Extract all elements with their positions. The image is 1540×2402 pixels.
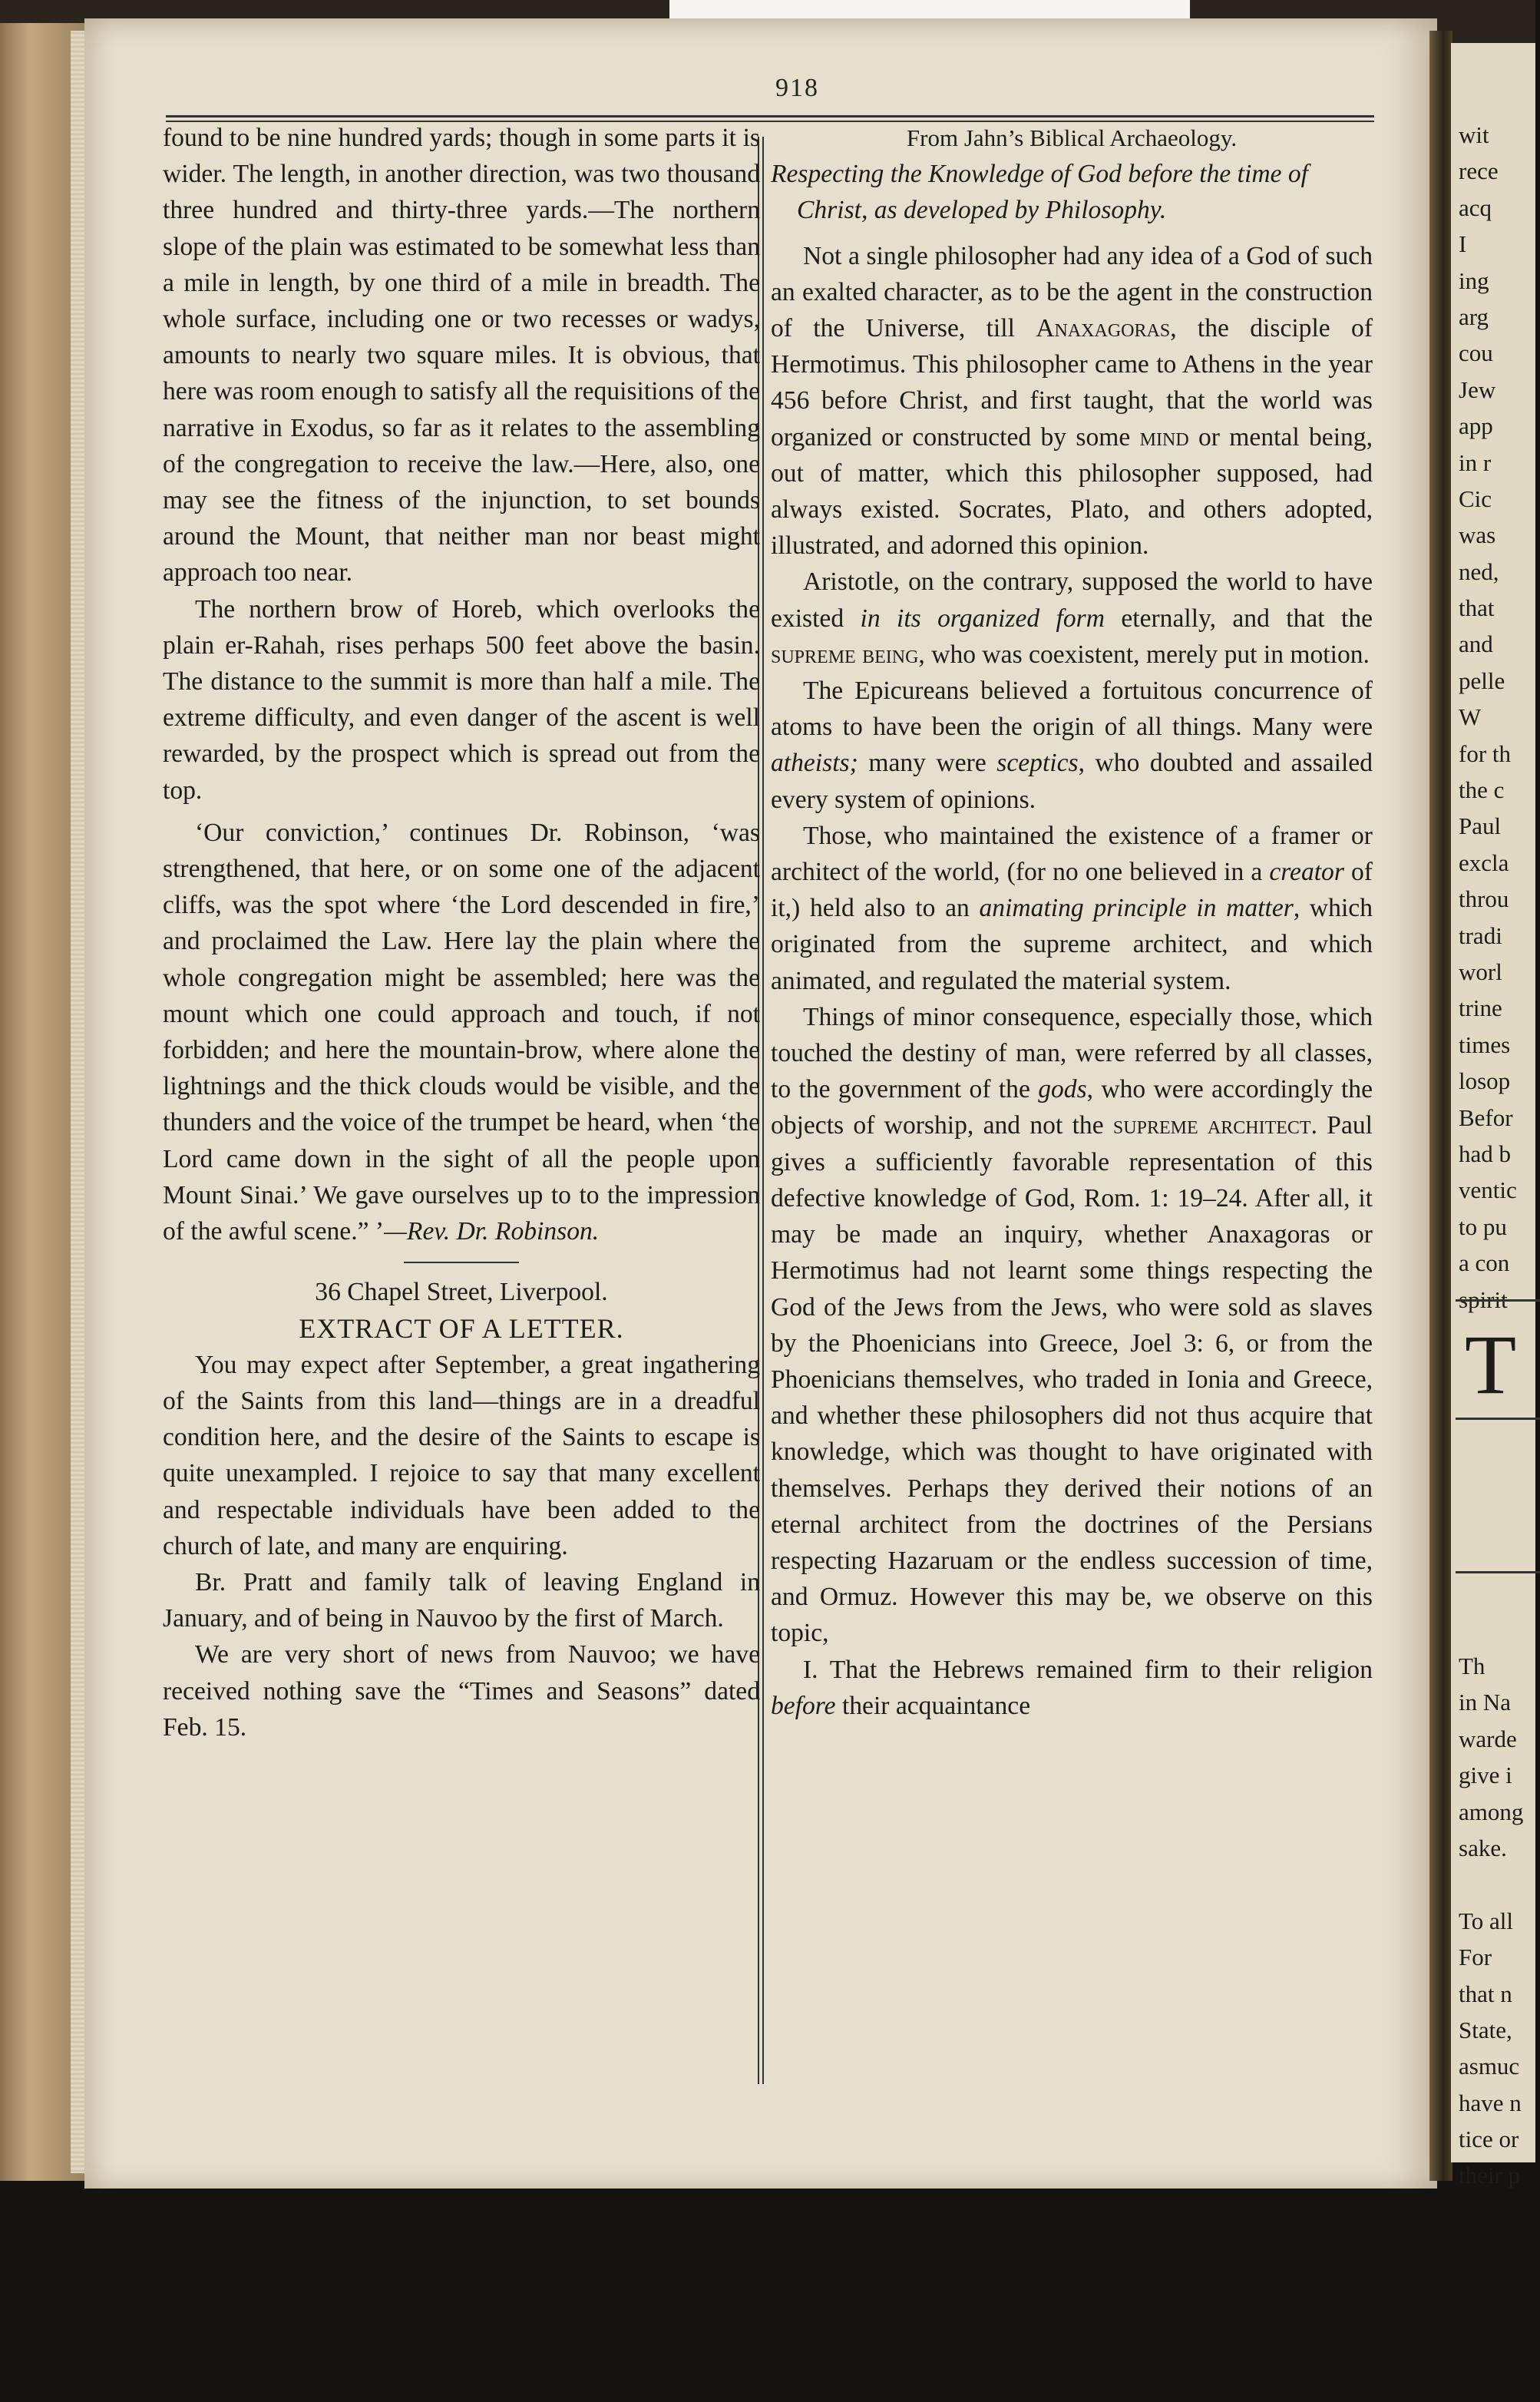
text-run: , who was coexistent, merely put in motion. (918, 640, 1370, 669)
article-paragraph (771, 818, 1373, 999)
next-page-line: Jew (1459, 376, 1496, 403)
next-page-line: their p (1459, 2162, 1521, 2189)
next-page-line: and (1459, 630, 1493, 658)
italic-run: gods (1038, 1075, 1087, 1104)
paragraph: The northern brow of Horeb, which overlooks the plain er-Rahah, rises perhaps 500 feet above the basin. The distance to the summit is more than half a mile. The extreme difficulty, and even danger of the ascent is well rewarded, by the prospect which is spread out from the top. (163, 594, 760, 805)
next-page-line: for th (1459, 739, 1512, 767)
next-page-line: a con (1459, 1249, 1510, 1277)
next-page-line: pelle (1459, 667, 1505, 694)
small-caps-run: mind (1139, 422, 1189, 452)
next-page-rule-2 (1456, 1418, 1540, 1420)
next-page-line: in Na (1459, 1689, 1512, 1716)
article-title: Respecting the Knowledge of God before the time of Christ, as developed by Philosophy. (771, 160, 1309, 225)
italic-run: sceptics (996, 749, 1079, 778)
right-column (771, 120, 1373, 1724)
text-run: eternally, and that the (1104, 604, 1373, 633)
next-page-line: ventic (1459, 1176, 1517, 1204)
next-page-line: in r (1459, 448, 1492, 476)
next-page-line: W (1459, 703, 1482, 731)
next-page-line: excla (1459, 849, 1509, 876)
next-page-line: tradi (1459, 921, 1502, 949)
small-caps-run: supreme being (771, 640, 919, 669)
next-page-line: trine (1459, 994, 1502, 1022)
attribution: —Rev. Dr. Robinson. (384, 1217, 600, 1246)
quote-text: ‘Our conviction,’ continues Dr. Robinson, ‘was strengthened, that here, or on some one of the adjacent cliffs, was the spot where ‘the Lord descended in fire,’ and proclaimed the Law. Here lay the plain where the whole congregation might be assembled; here was the mount which one could approach and touch, if not forbidden; and here the mountain-brow, where alone the lightnings and the thick clouds would be visible, and the thunders and the voice of the trumpet be heard, when ‘the Lord came down in the sight of all the people upon Mount Sinai.’ We gave ourselves up to to the impression of the awful scene.” ’ (163, 818, 760, 1246)
italic-run: in its organized form (860, 604, 1105, 633)
next-page-line: to pu (1459, 1213, 1507, 1240)
next-page-lines-bottom (1459, 1648, 1523, 2267)
next-page-line: among (1459, 1798, 1524, 1825)
article-paragraph (771, 238, 1373, 564)
letter-paragraph: Br. Pratt and family talk of leaving England in January, and of being in Nauvoo by the first of March. (163, 1567, 760, 1633)
next-page-line: I (1459, 230, 1467, 258)
next-page-line: warde (1459, 1725, 1517, 1752)
next-page-line: spirit (1459, 1285, 1508, 1313)
next-page-line: arg (1459, 303, 1489, 330)
italic-run: atheists; (771, 749, 858, 778)
text-run: many were (858, 749, 997, 778)
letter-paragraph: We are very short of news from Nauvoo; we have received nothing save the “Times and Seasons” dated Feb. 15. (163, 1640, 760, 1742)
article-source: From Jahn’s Biblical Archaeology. (906, 124, 1238, 151)
text-run: . Paul gives a sufficiently favorable representation of this defective knowledge of God, Rom. 1: 19–24. After all, it may be made an inquiry, whether Anaxagoras or Hermotimus had not learnt some things respecting the God of the Jews from the Jews, who were sold as slaves by the Phoenicians into Greece, Joel 3: 6, or from the Phoenicians themselves, who traded in Ionia and Greece, and whether these philosophers did not thus acquire that knowledge, which was thought to have originated with themselves. Perhaps they derived their notions of an eternal architect from the doctrines of the Persians respecting Hazaruam or the endless succession of time, and Ormuz. However this may be, we observe on this topic, (771, 1111, 1373, 1648)
text-run: Those, who maintained the existence of a framer or architect of the world, (for no one believed in a (771, 821, 1373, 887)
next-page-line: times (1459, 1031, 1511, 1058)
text-run: The Epicureans believed a fortuitous concurrence of atoms to have been the origin of all things. Many were (771, 677, 1373, 742)
next-page-line: was (1459, 521, 1496, 549)
next-page-line: ing (1459, 266, 1489, 294)
small-caps-run: supreme architect (1112, 1111, 1311, 1140)
next-page-line: Th (1459, 1653, 1485, 1679)
next-page-line: the c (1459, 776, 1505, 804)
paragraph: found to be nine hundred yards; though in some parts it is wider. The length, in another direction, was two thousand three hundred and thirty-three yards.—The northern slope of the plain was estimated to be somewhat less than a mile in length, by one third of a mile in breadth. The whole surface, including one or two recesses or wadys, amounts to nearly two square miles. It is obvious, that here was room enough to satisfy all the requisitions of the narrative in Exodus, so far as it relates to the assembling of the congregation to receive the law.—Here, also, one may see the fitness of the injunction, to set bounds around the Mount, that neither man nor beast might approach too near. (163, 124, 760, 587)
next-page-line: had b (1459, 1140, 1512, 1167)
text-run: Things of minor consequence, especially those, which touched the destiny of man, were referred by all classes, to the government of the (771, 1002, 1373, 1104)
next-page-line: cou (1459, 339, 1493, 367)
next-page-line: sake. (1459, 1834, 1507, 1861)
text-run: their acquaintance (835, 1691, 1031, 1720)
text-run: , who were accordingly the objects of worship, and not the (771, 1075, 1373, 1140)
next-page-line: For (1459, 1944, 1492, 1971)
left-column (163, 120, 760, 1745)
next-page-line: losop (1459, 1067, 1511, 1095)
next-page-line: Befor (1459, 1103, 1513, 1131)
next-page-line: Paul (1459, 812, 1502, 840)
text-run: , which originated from the supreme architect, and which animated, and regulated the material system. (771, 894, 1373, 995)
next-page-line: State, (1459, 2016, 1512, 2043)
next-page-line: app (1459, 412, 1493, 440)
text-run: Not a single philosopher had any idea of a God of such an exalted character, as to be the agent in the construction of the Universe, till (771, 241, 1373, 343)
spacer (771, 229, 1373, 238)
page-gutter (1429, 31, 1452, 2181)
paragraph (163, 815, 760, 1249)
next-page-fragment (1451, 43, 1535, 2189)
section-divider (404, 1262, 519, 1263)
next-page-line: tice or (1459, 2126, 1519, 2153)
next-page-line: rece (1459, 157, 1499, 185)
page-number: 918 (775, 74, 819, 102)
text-run: of it,) held also to an (771, 858, 1373, 923)
next-page-line: worl (1459, 958, 1502, 985)
text-run: , the disciple of Hermotimus. This philosopher came to Athens in the year 456 before Christ, and first taught, that the world was organized or constructed by some (771, 314, 1373, 452)
text-run: I. That the Hebrews remained firm to their religion (803, 1655, 1373, 1684)
next-page-line: asmuc (1459, 2053, 1520, 2080)
article-paragraph (771, 999, 1373, 1652)
next-page-line: that (1459, 594, 1495, 622)
next-page-rule-3 (1456, 1571, 1540, 1573)
italic-run: creator (1269, 858, 1344, 887)
next-page-line: wit (1459, 121, 1489, 148)
text-run: Aristotle, on the contrary, supposed the world to have existed (771, 567, 1373, 633)
next-page-lines-top (1459, 117, 1517, 1318)
next-page-line: ned, (1459, 557, 1499, 585)
next-page-line: give i (1459, 1762, 1512, 1789)
article-paragraph (771, 1652, 1373, 1724)
letter-paragraph: You may expect after September, a great ingathering of the Saints from this land—things are in a dreadful condition here, and the desire of the Saints to escape is quite unexampled. I rejoice to say that many excellent and respectable individuals have been added to the church of late, and many are enquiring. (163, 1350, 760, 1560)
small-caps-run: Anaxagoras (1036, 314, 1171, 343)
italic-run: animating principle in matter (979, 894, 1294, 923)
next-page-line: have n (1459, 2089, 1522, 2116)
next-page-line: To all (1459, 1907, 1514, 1934)
next-page-line: acq (1459, 194, 1492, 221)
text-run: , who doubted and assailed every system of opinions. (771, 749, 1373, 814)
next-page-big-letter: T (1465, 1318, 1517, 1411)
letter-heading: EXTRACT OF A LETTER. (299, 1312, 624, 1344)
text-run: or mental being, out of matter, which this philosopher supposed, had always existed. Socrates, Plato, and others adopted, illustrated, and adorned this opinion. (771, 422, 1373, 561)
italic-run: before (771, 1691, 836, 1720)
next-page-line: throu (1459, 885, 1509, 913)
next-page-line: Cic (1459, 485, 1492, 512)
article-paragraph (771, 564, 1373, 673)
scan-background-bottom (0, 2189, 1535, 2402)
next-page-line (1459, 1866, 1523, 1902)
next-page-line: that n (1459, 1980, 1512, 2007)
next-page-rule (1456, 1299, 1540, 1302)
article-paragraph (771, 673, 1373, 818)
letter-address: 36 Chapel Street, Liverpool. (315, 1278, 608, 1307)
